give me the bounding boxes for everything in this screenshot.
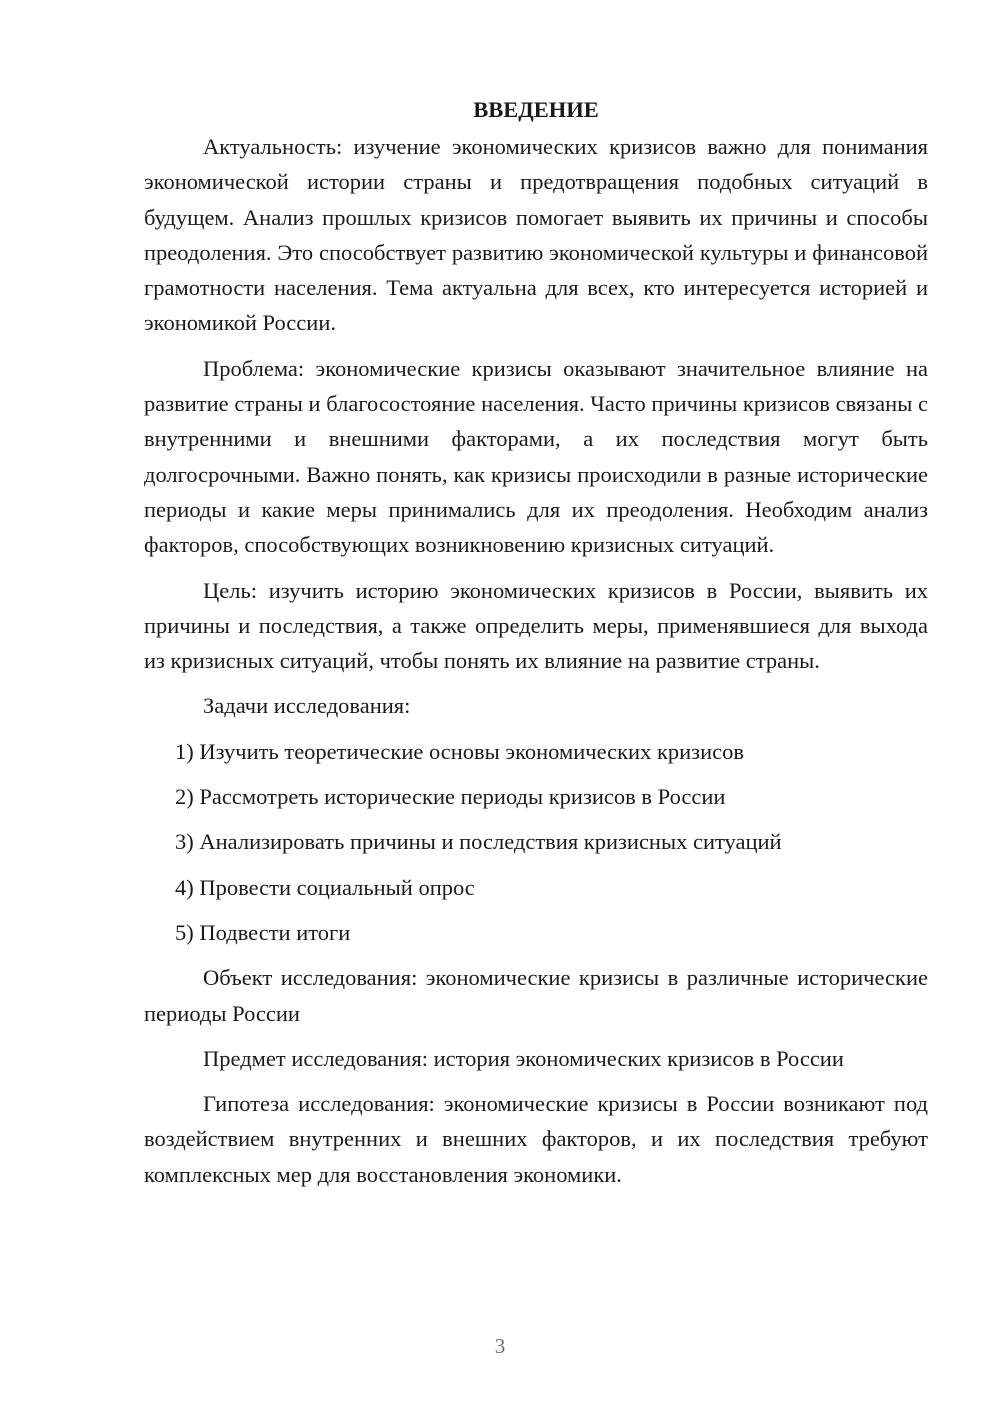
task-item: 2) Рассмотреть исторические периоды кризисов в России [175, 784, 726, 810]
relevance-paragraph: Актуальность: изучение экономических кризисов важно для понимания экономической истории страны и предотвращения подобных ситуаций в будущем. Анализ прошлых кризисов помогает выявить их причины и способы преодоления. Это способствует развитию экономической культуры и финансовой грамотности населения. Тема актуальна для всех, кто интересуется историей и экономикой России. [144, 134, 928, 336]
task-item: 3) Анализировать причины и последствия кризисных ситуаций [175, 829, 782, 855]
task-item: 4) Провести социальный опрос [175, 874, 475, 900]
page-number: 3 [494, 1334, 506, 1358]
object-paragraph: Объект исследования: экономические кризисы в различные исторические периоды России [144, 965, 928, 1026]
task-item: 1) Изучить теоретические основы экономических кризисов [175, 738, 744, 764]
task-item: 5) Подвести итоги [175, 919, 351, 945]
tasks-heading: Задачи исследования: [203, 693, 411, 719]
subject-paragraph: Предмет исследования: история экономических кризисов в России [203, 1045, 844, 1071]
hypothesis-paragraph: Гипотеза исследования: экономические кризисы в России возникают под воздействием внутренних и внешних факторов, и их последствия требуют комплексных мер для восстановления экономики. [144, 1091, 928, 1187]
goal-paragraph: Цель: изучить историю экономических кризисов в России, выявить их причины и последствия, а также определить меры, применявшиеся для выхода из кризисных ситуаций, чтобы понять их влияние на развитие страны. [144, 577, 928, 674]
section-title: ВВЕДЕНИЕ [473, 97, 599, 122]
tasks-list [144, 734, 928, 950]
page-content [144, 92, 928, 1202]
problem-paragraph: Проблема: экономические кризисы оказывают значительное влияние на развитие страны и благосостояние населения. Часто причины кризисов связаны с внутренними и внешними факторами, а их последствия могут быть долгосрочными. Важно понять, как кризисы происходили в разные исторические периоды и какие меры принимались для их преодоления. Необходим анализ факторов, способствующих возникновению кризисных ситуаций. [144, 355, 928, 558]
